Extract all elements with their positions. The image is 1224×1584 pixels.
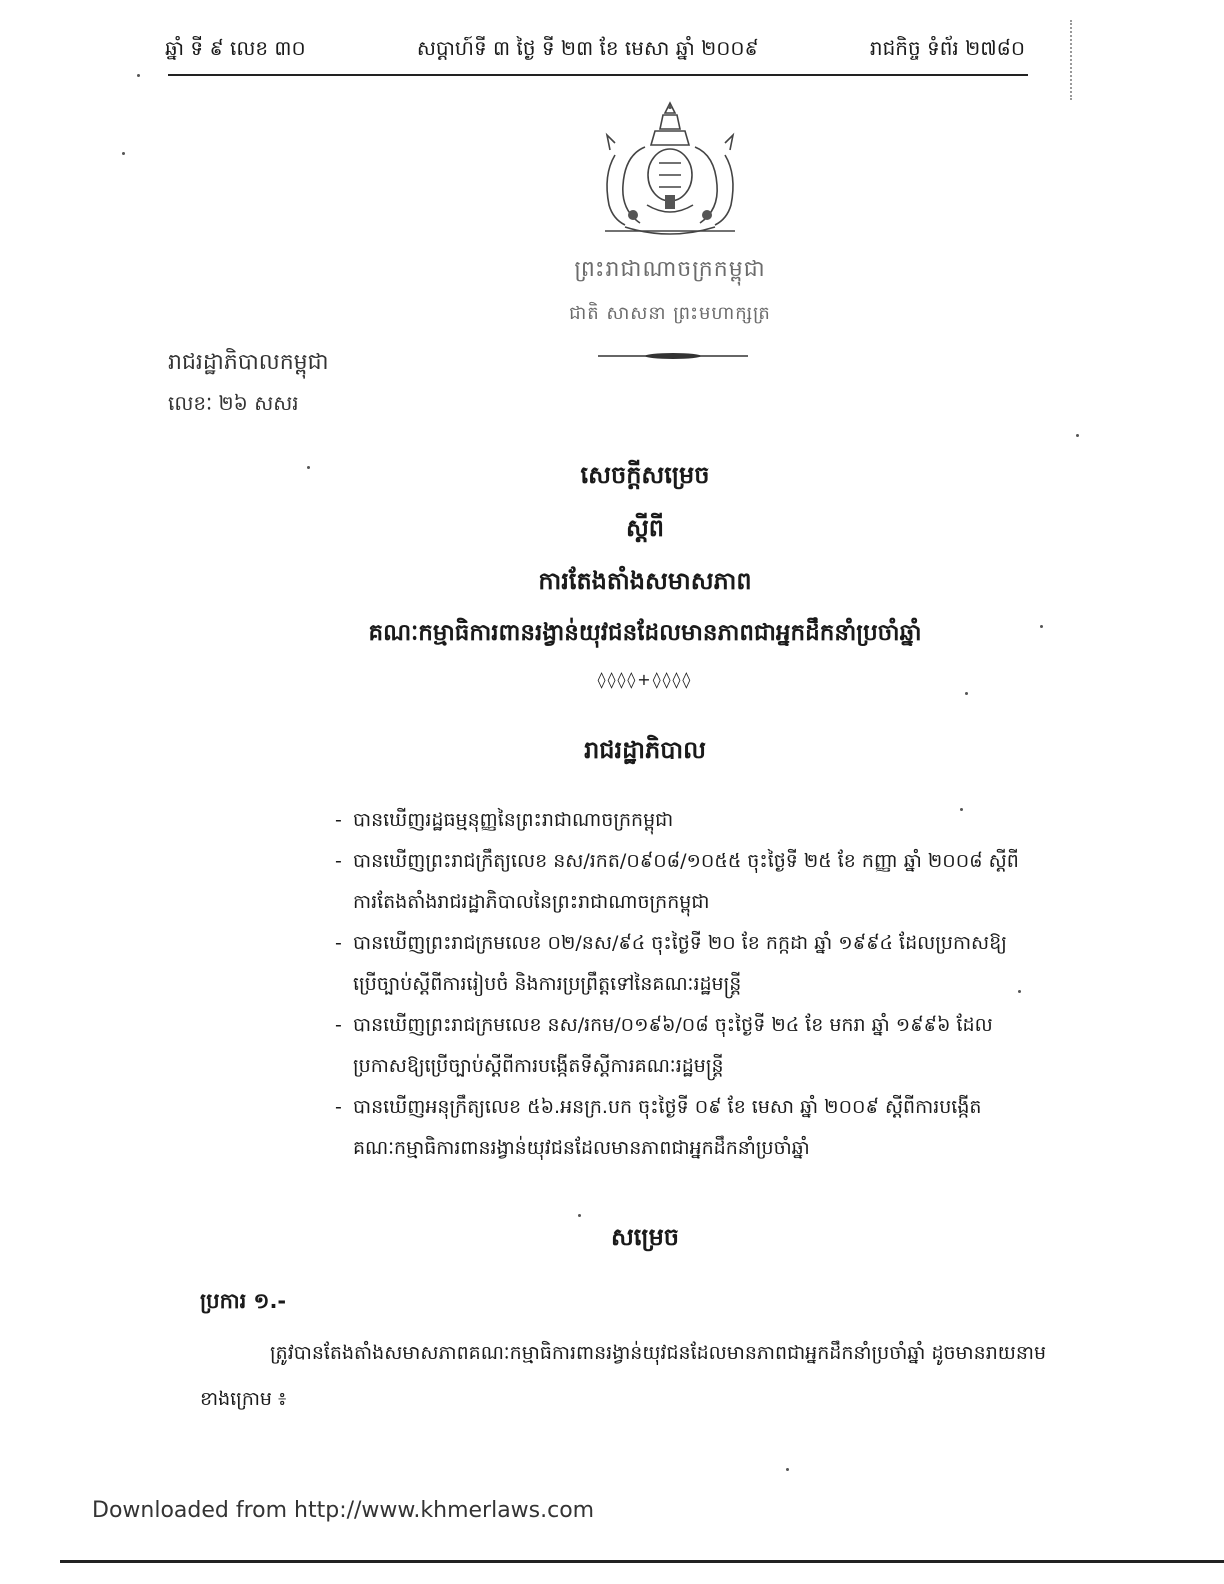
scan-speck (137, 74, 140, 77)
scan-speck (1076, 434, 1079, 437)
scan-speck (960, 808, 963, 811)
royal-emblem-icon (585, 95, 755, 245)
document-title (250, 460, 1040, 707)
scan-speck (1040, 625, 1043, 628)
article-body: ត្រូវបានតែងតាំងសមាសភាពគណៈកម្មាធិការពានរង្វាន់យុវជនដែលមានភាពជាអ្នកដឹកនាំប្រចាំឆ្នាំ ដូចមានរាយនាមខាងក្រោម ៖ (200, 1342, 1047, 1410)
title-divider: ◊◊◊◊+◊◊◊◊ (597, 670, 693, 689)
list-bullet: - (335, 932, 342, 954)
list-item (335, 923, 1025, 1005)
scan-speck (965, 692, 968, 695)
title-committee: គណៈកម្មាធិការពានរង្វាន់យុវជនដែលមានភាពជាអ្នកដឹកនាំប្រចាំឆ្នាំ (368, 620, 922, 646)
scan-speck (578, 1214, 581, 1217)
national-motto: ជាតិ សាសនា ព្រះមហាក្សត្រ (569, 303, 771, 324)
list-bullet: - (335, 1096, 342, 1118)
government-identifier (168, 348, 329, 420)
list-item-text: បានឃើញព្រះរាជក្រមលេខ ០២/នស/៩៤ ចុះថ្ងៃទី ២០ ខែ កក្កដា ឆ្នាំ ១៩៩៤ ដែលប្រកាសឱ្យប្រើច្បាប់ស្តីពីការរៀបចំ និងការប្រព្រឹត្តទៅនៃគណៈរដ្ឋមន្ត្រី (353, 932, 1007, 995)
list-item-text: បានឃើញព្រះរាជក្រឹត្យលេខ នស/រកត/០៩០៨/១០៥៥ ចុះថ្ងៃទី ២៥ ខែ កញ្ញា ឆ្នាំ ២០០៨ ស្តីពីការតែងតាំងរាជរដ្ឋាភិបាលនៃព្រះរាជាណាចក្រកម្ពុជា (353, 850, 1019, 913)
scan-speck (122, 152, 125, 155)
decision-heading: សម្រេច (610, 1223, 680, 1251)
list-bullet: - (335, 850, 342, 872)
kingdom-motto (500, 255, 840, 328)
list-bullet: - (335, 1014, 342, 1036)
list-item-text: បានឃើញអនុក្រឹត្យលេខ ៥៦.អនក្រ.បក ចុះថ្ងៃទី ០៩ ខែ មេសា ឆ្នាំ ២០០៩ ស្តីពីការបង្កើតគណៈកម្មាធិការពានរង្វាន់យុវជនដែលមានភាពជាអ្នកដឹកនាំប្រចាំឆ្នាំ (353, 1096, 982, 1159)
header-rule (168, 74, 1028, 76)
considerations-list (335, 800, 1025, 1169)
list-item (335, 1005, 1025, 1087)
gazette-year-issue: ឆ្នាំ ទី ៩ លេខ ៣០ (165, 36, 306, 60)
title-subject: ការតែងតាំងសមាសភាព (538, 567, 752, 595)
list-item-text: បានឃើញរដ្ឋធម្មនុញ្ញនៃព្រះរាជាណាចក្រកម្ពុជា (353, 809, 674, 831)
title-on: ស្តីពី (625, 514, 665, 542)
list-item (335, 1087, 1025, 1169)
title-decision: សេចក្តីសម្រេច (580, 461, 710, 489)
scan-edge-mark (1070, 20, 1075, 100)
list-bullet: - (335, 809, 342, 831)
download-source-text: Downloaded from http://www.khmerlaws.com (92, 1498, 595, 1523)
list-item-text: បានឃើញព្រះរាជក្រមលេខ នស/រកម/០១៩៦/០៨ ចុះថ្ងៃទី ២៤ ខែ មករា ឆ្នាំ ១៩៩៦ ដែលប្រកាសឱ្យប្រើច្បាប់ស្តីពីការបង្កើតទីស្តីការគណៈរដ្ឋមន្ត្រី (353, 1014, 993, 1077)
gazette-page-number: រាជកិច្ច ទំព័រ ២៧៨០ (869, 36, 1025, 60)
document-number: លេខៈ ២៦ សសរ (168, 391, 299, 415)
scan-speck (786, 1468, 789, 1471)
kingdom-name: ព្រះរាជាណាចក្រកម្ពុជា (574, 257, 766, 282)
scan-speck (307, 466, 310, 469)
gazette-header (165, 30, 1025, 70)
ornament-divider-icon (598, 352, 748, 360)
article-heading: ប្រការ ១.- (200, 1289, 287, 1313)
government-name: រាជរដ្ឋាភិបាលកម្ពុជា (168, 350, 329, 375)
government-heading: រាជរដ្ឋាភិបាល (584, 736, 706, 764)
list-item (335, 841, 1025, 923)
footer-rule (60, 1560, 1224, 1563)
gazette-week-date: សប្តាហ៍ទី ៣ ថ្ងៃ ទី ២៣ ខែ មេសា ឆ្នាំ ២០០៩ (416, 36, 759, 60)
scan-speck (1018, 990, 1021, 993)
list-item (335, 800, 1025, 841)
